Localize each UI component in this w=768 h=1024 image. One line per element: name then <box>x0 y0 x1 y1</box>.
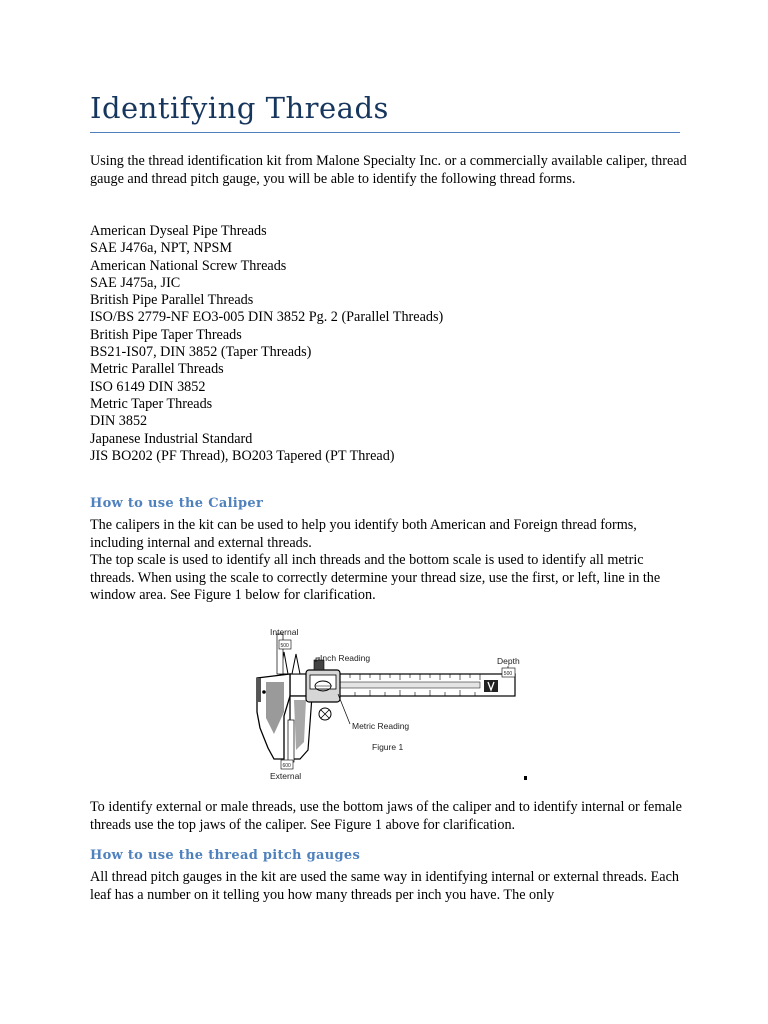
caliper-paragraph-2: The top scale is used to identify all inch threads and the bottom scale is used to identify all metric threads. When using the scale to correctly determine your thread size, use the first, or left, line in the window area. See Figure 1 below for clarification. <box>90 552 661 603</box>
list-item: JIS BO202 (PF Thread), BO203 Tapered (PT Thread) <box>90 447 395 464</box>
list-item: Metric Taper Threads <box>90 395 213 412</box>
list-item: Japanese Industrial Standard <box>90 430 253 447</box>
metric-reading-label: Metric Reading <box>352 721 410 731</box>
metric-reading-leader <box>338 694 350 724</box>
list-item: American National Screw Threads <box>90 257 287 274</box>
pitch-gauges-paragraph: All thread pitch gauges in the kit are used the same way in identifying internal or external threads. Each leaf has a number on it telling you how many threads per inch you have. The only <box>90 869 679 903</box>
list-item: SAE J475a, JIC <box>90 274 181 291</box>
list-item: DIN 3852 <box>90 413 148 430</box>
list-item: American Dyseal Pipe Threads <box>90 223 267 239</box>
thread-forms-list <box>90 223 690 465</box>
list-item: Metric Parallel Threads <box>90 361 224 378</box>
internal-value: 500 <box>280 642 289 649</box>
internal-label: Internal <box>270 627 299 637</box>
stray-mark <box>524 776 527 780</box>
list-item: British Pipe Parallel Threads <box>90 292 254 309</box>
list-item: ISO/BS 2779-NF EO3-005 DIN 3852 Pg. 2 (Parallel Threads) <box>90 309 444 326</box>
depth-value: 500 <box>503 670 513 677</box>
list-item: ISO 6149 DIN 3852 <box>90 378 206 395</box>
caliper-paragraph-1: The calipers in the kit can be used to help you identify both American and Foreign thread forms, including internal and external threads. <box>90 517 637 551</box>
depth-label: Depth <box>497 656 520 666</box>
intro-paragraph: Using the thread identification kit from Malone Specialty Inc. or a commercially available caliper, thread gauge and thread pitch gauge, you will be able to identify the following thread forms. <box>90 153 687 187</box>
reading-window <box>310 675 336 689</box>
jaws-paragraph: To identify external or male threads, use the bottom jaws of the caliper and to identify internal or female threads use the top jaws of the caliper. See Figure 1 above for clarification. <box>90 799 682 833</box>
list-item: British Pipe Taper Threads <box>90 326 242 343</box>
caliper-diagram <box>250 622 530 787</box>
caliper-figure <box>250 622 530 787</box>
figure-caption: Figure 1 <box>372 742 404 752</box>
external-label: External <box>270 771 302 781</box>
list-item: BS21-IS07, DIN 3852 (Taper Threads) <box>90 344 312 361</box>
list-item: SAE J476a, NPT, NPSM <box>90 240 233 257</box>
pitch-gauges-heading: How to use the thread pitch gauges <box>90 848 361 863</box>
title-underline <box>90 132 680 133</box>
page-title: Identifying Threads <box>90 91 389 125</box>
inch-reading-label: Inch Reading <box>320 653 371 663</box>
caliper-heading: How to use the Caliper <box>90 496 264 511</box>
external-value: 600 <box>282 762 291 769</box>
